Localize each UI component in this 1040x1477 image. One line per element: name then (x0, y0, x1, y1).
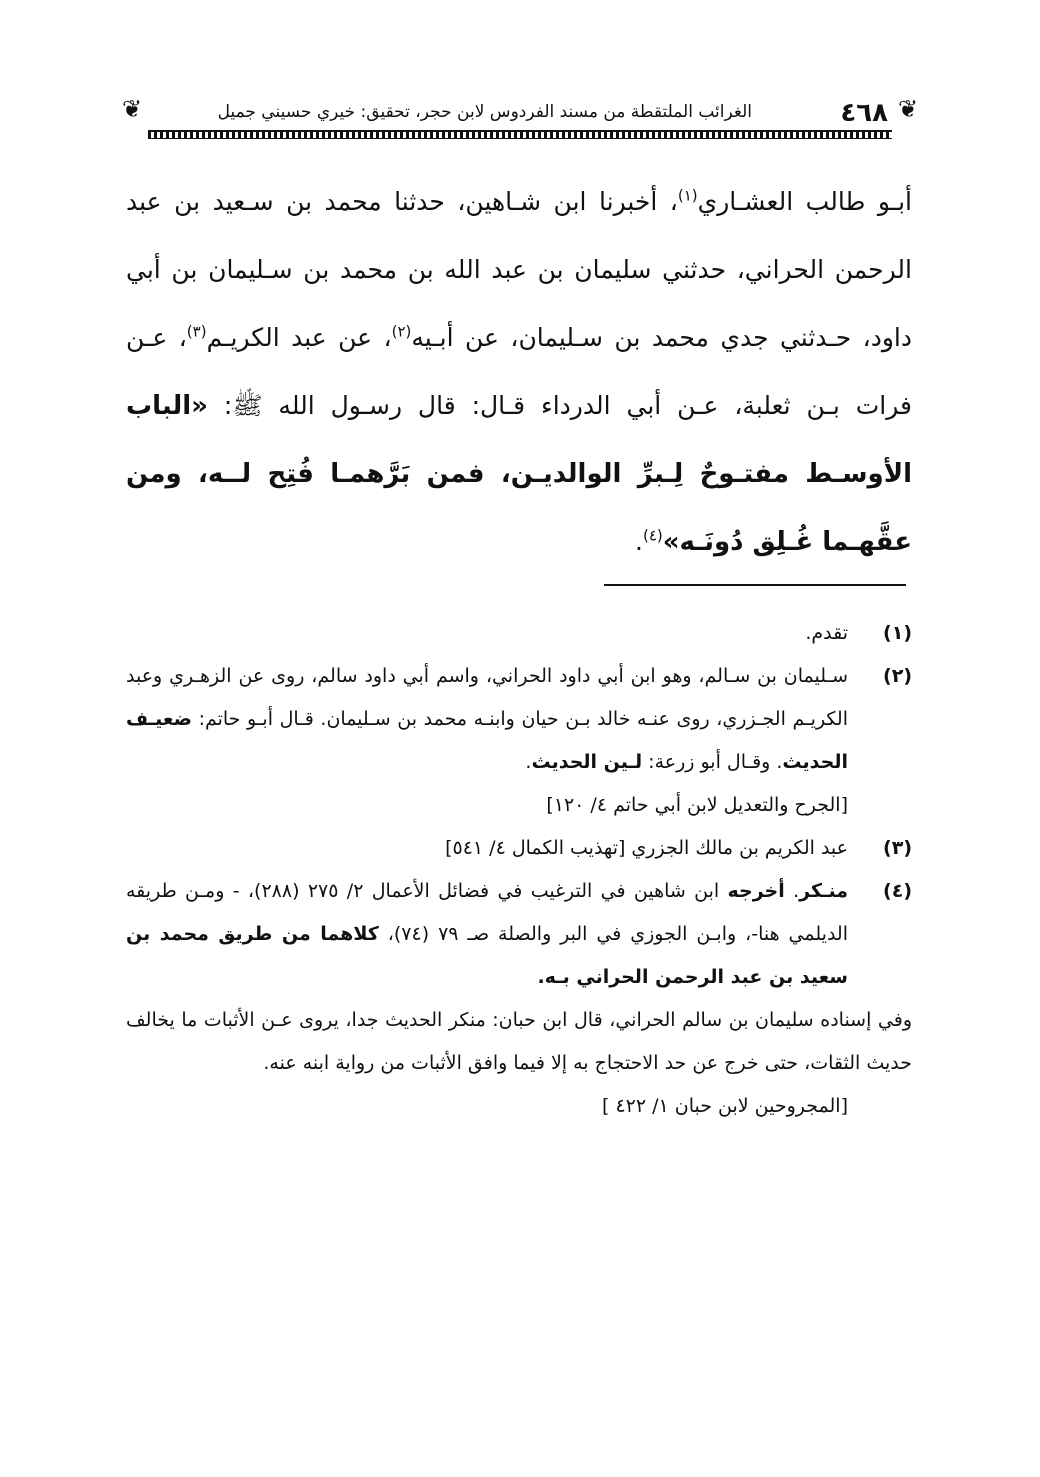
footnote-1 (126, 612, 912, 655)
footnote-bold-akhrajahu: أخرجه (727, 880, 785, 902)
footnotes (126, 612, 912, 1128)
running-header (118, 84, 922, 146)
main-end-period: . (635, 527, 643, 556)
footnote-text (126, 870, 848, 999)
footnote-4-paragraph: وفي إسناده سليمان بن سالم الحراني، قال ابن حبان: منكر الحديث جدا، يروى عـن الأثبات ما يخالف حديث الثقات، حتى خرج عن حد الاحتجاج به إلا فيما وافق الأثبات من رواية ابنه عنه. (126, 1009, 912, 1074)
footnote-separator (604, 584, 906, 586)
ornament-left-icon: ❦ (121, 95, 143, 123)
isnad-part-3: ، عن عبد الكريـم (206, 323, 392, 352)
main-text (126, 168, 912, 576)
isnad-part-1: أبـو طالب العشـاري (697, 187, 912, 216)
footnote-ref-3[interactable]: (٣) (186, 322, 207, 341)
footnote-number: (١) (883, 622, 912, 644)
footnote-text-part: سـليمان بن سـالم، وهو ابن أبي داود الحراني، واسم أبي داود سالم، روى عن الزهـري وعبد الكريـم الجـزري، روى عنـه خالد بـن حيان وابنـه محمد بن سـليمان. قـال أبـو حاتم: (126, 665, 848, 730)
grading-munkar: منـكر (799, 880, 849, 902)
running-title: الغرائب الملتقطة من مسند الفردوس لابن حجر، تحقيق: خيري حسيني جميل (217, 102, 752, 122)
ornament-right-icon: ❦ (897, 95, 919, 123)
footnote-ref-1[interactable]: (١) (677, 186, 698, 205)
isnad-part-4: ، عـن فرات بـن ثعلبة، عـن أبي الدرداء قـال: قال رسـول الله ﷺ: (126, 323, 912, 420)
footnote-text-part: . (784, 880, 800, 902)
page-number: ٤٦٨ (840, 98, 888, 128)
footnote-text-part: . وقـال أبو زرعة: (642, 751, 783, 773)
grading-weak: ضعيـف الحديث (126, 708, 848, 773)
footnote-text (126, 655, 848, 827)
footnote-reference: [الجرح والتعديل لابن أبي حاتم ٤/ ١٢٠] (546, 794, 848, 816)
footnote-text: عبد الكريم بن مالك الجزري [تهذيب الكمال ٤/ ٥٤١] (445, 837, 848, 859)
footnote-number: (٤) (883, 880, 912, 902)
footnote-3 (126, 827, 912, 870)
isnad-part-2: ، أخبرنا ابن شـاهين، حدثنا محمد بن سـعيد بن عبد الرحمن الحراني، حدثني سليمان بن عبد الله بن محمد بن سـليمان بن أبي داود، حـدثني جدي محمد بن سـليمان، عن أبـيه (126, 187, 913, 352)
footnote-4-reference: [المجروحين لابن حبان ١/ ٤٢٢ ] (601, 1095, 848, 1117)
footnote-4 (126, 870, 912, 999)
footnote-text-part: . (525, 751, 532, 773)
footnote-ref-4[interactable]: (٤) (642, 526, 663, 545)
header-rule (148, 130, 892, 139)
grading-lenient: لـين الحديث (531, 751, 643, 773)
hadith-text: «الباب الأوسـط مفتـوحٌ لِـبرِّ الوالديـن، فمن بَرَّهمـا فُتِح لــه، ومن عقَّهـما غُـلِق دُونَـه» (126, 391, 912, 557)
footnote-ref-2[interactable]: (٢) (391, 322, 412, 341)
footnote-number: (٣) (883, 837, 912, 859)
footnote-text: تقدم. (805, 622, 848, 644)
footnote-bold-chain: كلاهما من طريق محمد بن سعيد بن عبد الرحمن الحراني بـه. (126, 923, 848, 988)
footnote-text-part: ابن شاهين في الترغيب في فضائل الأعمال ٢/ ٢٧٥ (٢٨٨)، - ومـن طريقه الديلمي هنا-، وابـن الجوزي في البر والصلة صـ ٧٩ (٧٤)، (126, 880, 848, 945)
footnote-number: (٢) (883, 665, 912, 687)
footnote-2 (126, 655, 912, 827)
